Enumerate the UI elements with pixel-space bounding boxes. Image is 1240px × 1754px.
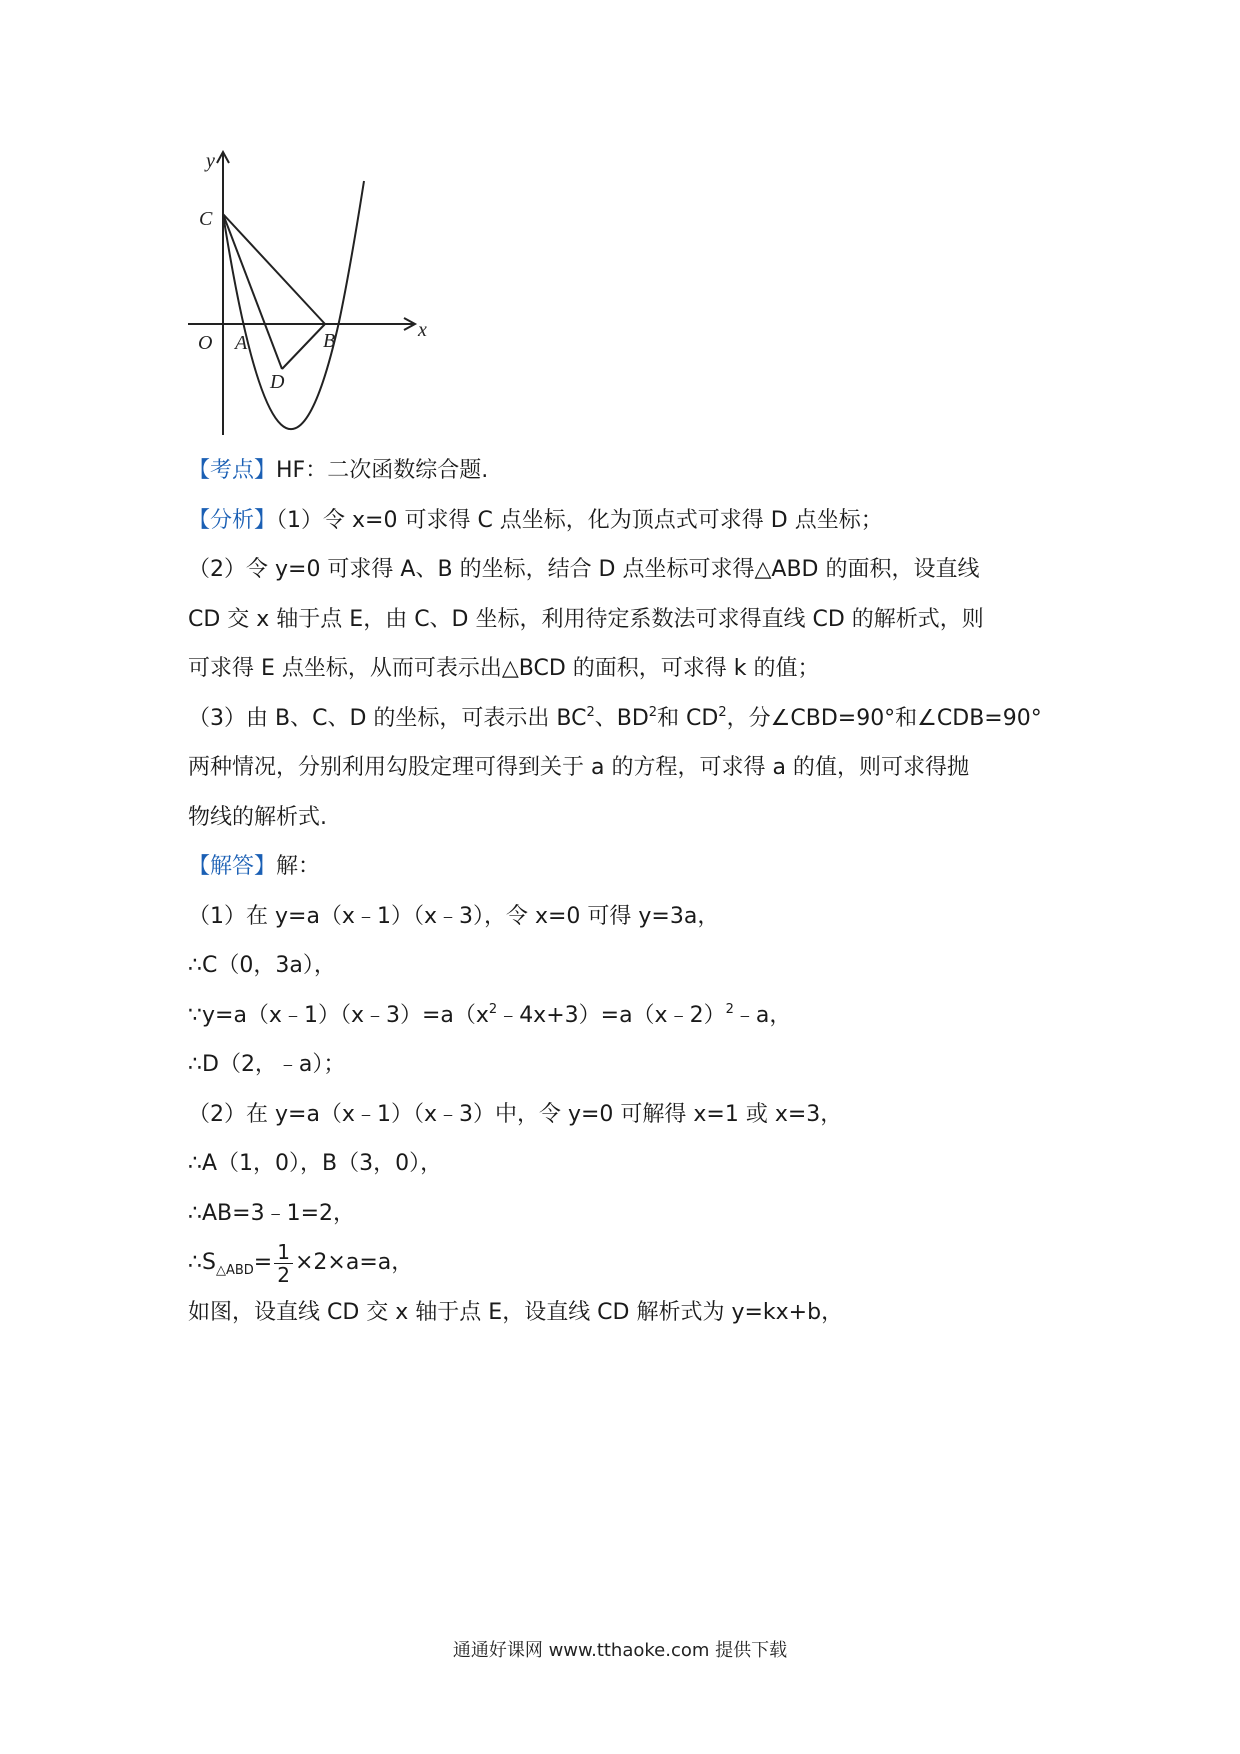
fenxi-line-3: CD 交 x 轴于点 E，由 C、D 坐标，利用待定系数法可求得直线 CD 的解析式，则 (188, 606, 984, 632)
label-o: O (198, 332, 213, 354)
solution-text (188, 446, 1068, 1337)
fenxi-line-6: 两种情况，分别利用勾股定理可得到关于 a 的方程，可求得 a 的值，则可求得抛 (188, 755, 969, 780)
segment-bd (282, 324, 325, 369)
fenxi-text-5a: （3）由 B、C、D 的坐标，可表示出 BC (188, 705, 587, 731)
jieda-text-8a: ∴S (188, 1250, 216, 1275)
parabola-curve (223, 181, 364, 429)
segment-cd (223, 214, 282, 369)
fenxi-tag: 【分析】 (188, 507, 277, 533)
jieda-line-7: ∴AB=3﹣1=2， (188, 1200, 355, 1226)
fenxi-line-7: 物线的解析式. (188, 804, 327, 830)
jieda-line-8 (188, 1238, 1068, 1288)
fenxi-text-1: （1）令 x=0 可求得 C 点坐标，化为顶点式可求得 D 点坐标； (276, 507, 883, 533)
label-x: x (418, 319, 427, 341)
jieda-line-5: （2）在 y=a（x﹣1）（x﹣3）中，令 y=0 可解得 x=1 或 x=3， (188, 1101, 843, 1127)
area-subscript: △ABD (215, 1263, 254, 1278)
jieda-line-9: 如图，设直线 CD 交 x 轴于点 E，设直线 CD 解析式为 y=kx+b， (188, 1299, 844, 1325)
parabola-figure (180, 150, 450, 440)
segment-cb (223, 214, 325, 324)
superscript-2: 2 (725, 1001, 734, 1017)
jieda-line-2: ∴C（0，3a）， (188, 953, 336, 978)
jieda-text-8c: ×2×a=a， (294, 1250, 414, 1275)
fenxi-line-4: 可求得 E 点坐标，从而可表示出△BCD 的面积，可求得 k 的值； (188, 656, 820, 681)
page-footer: 通通好课网 www.tthaoke.com 提供下载 (452, 1640, 788, 1661)
jieda-tag: 【解答】 (188, 854, 277, 879)
kaodian-tag: 【考点】 (188, 458, 277, 483)
jieda-line-6: ∴A（1，0），B（3，0）， (188, 1151, 443, 1176)
fraction-numerator: 1 (274, 1241, 293, 1264)
fenxi-line-1 (188, 496, 1068, 546)
superscript-2: 2 (586, 704, 595, 720)
jieda-line (188, 842, 1068, 892)
fenxi-text-5c: 和 CD (657, 705, 719, 731)
label-b: B (323, 330, 336, 352)
kaodian-line (188, 446, 1068, 496)
jieda-text-3c: ﹣a， (733, 1002, 792, 1028)
fenxi-line-2: （2）令 y=0 可求得 A、B 的坐标，结合 D 点坐标可求得△ABD 的面积，设直线 (188, 557, 980, 582)
label-y: y (206, 150, 215, 172)
label-c: C (199, 208, 213, 230)
superscript-2: 2 (718, 704, 727, 720)
fenxi-line-5 (188, 694, 1068, 744)
fenxi-text-5d: ，分∠CBD=90°和∠CDB=90° (726, 705, 1042, 731)
superscript-2: 2 (648, 704, 658, 720)
superscript-2: 2 (488, 1001, 498, 1017)
jieda-text-3b: ﹣4x+3）=a（x﹣2） (497, 1002, 726, 1028)
fraction-one-half (274, 1241, 293, 1286)
parabola-diagram (180, 150, 450, 440)
jieda-line-4: ∴D（2，﹣a）； (188, 1052, 346, 1077)
kaodian-text: HF：二次函数综合题. (276, 458, 489, 483)
jieda-text-3a: ∵y=a（x﹣1）（x﹣3）=a（x (188, 1002, 489, 1028)
label-a: A (235, 332, 248, 354)
jieda-line-3 (188, 991, 1068, 1041)
label-d: D (270, 371, 285, 393)
jieda-intro: 解： (276, 854, 321, 879)
fraction-denominator: 2 (277, 1262, 290, 1287)
jieda-line-1: （1）在 y=a（x﹣1）（x﹣3），令 x=0 可得 y=3a， (188, 903, 720, 929)
fenxi-text-5b: 、BD (594, 705, 649, 731)
jieda-text-8b: = (253, 1250, 273, 1275)
